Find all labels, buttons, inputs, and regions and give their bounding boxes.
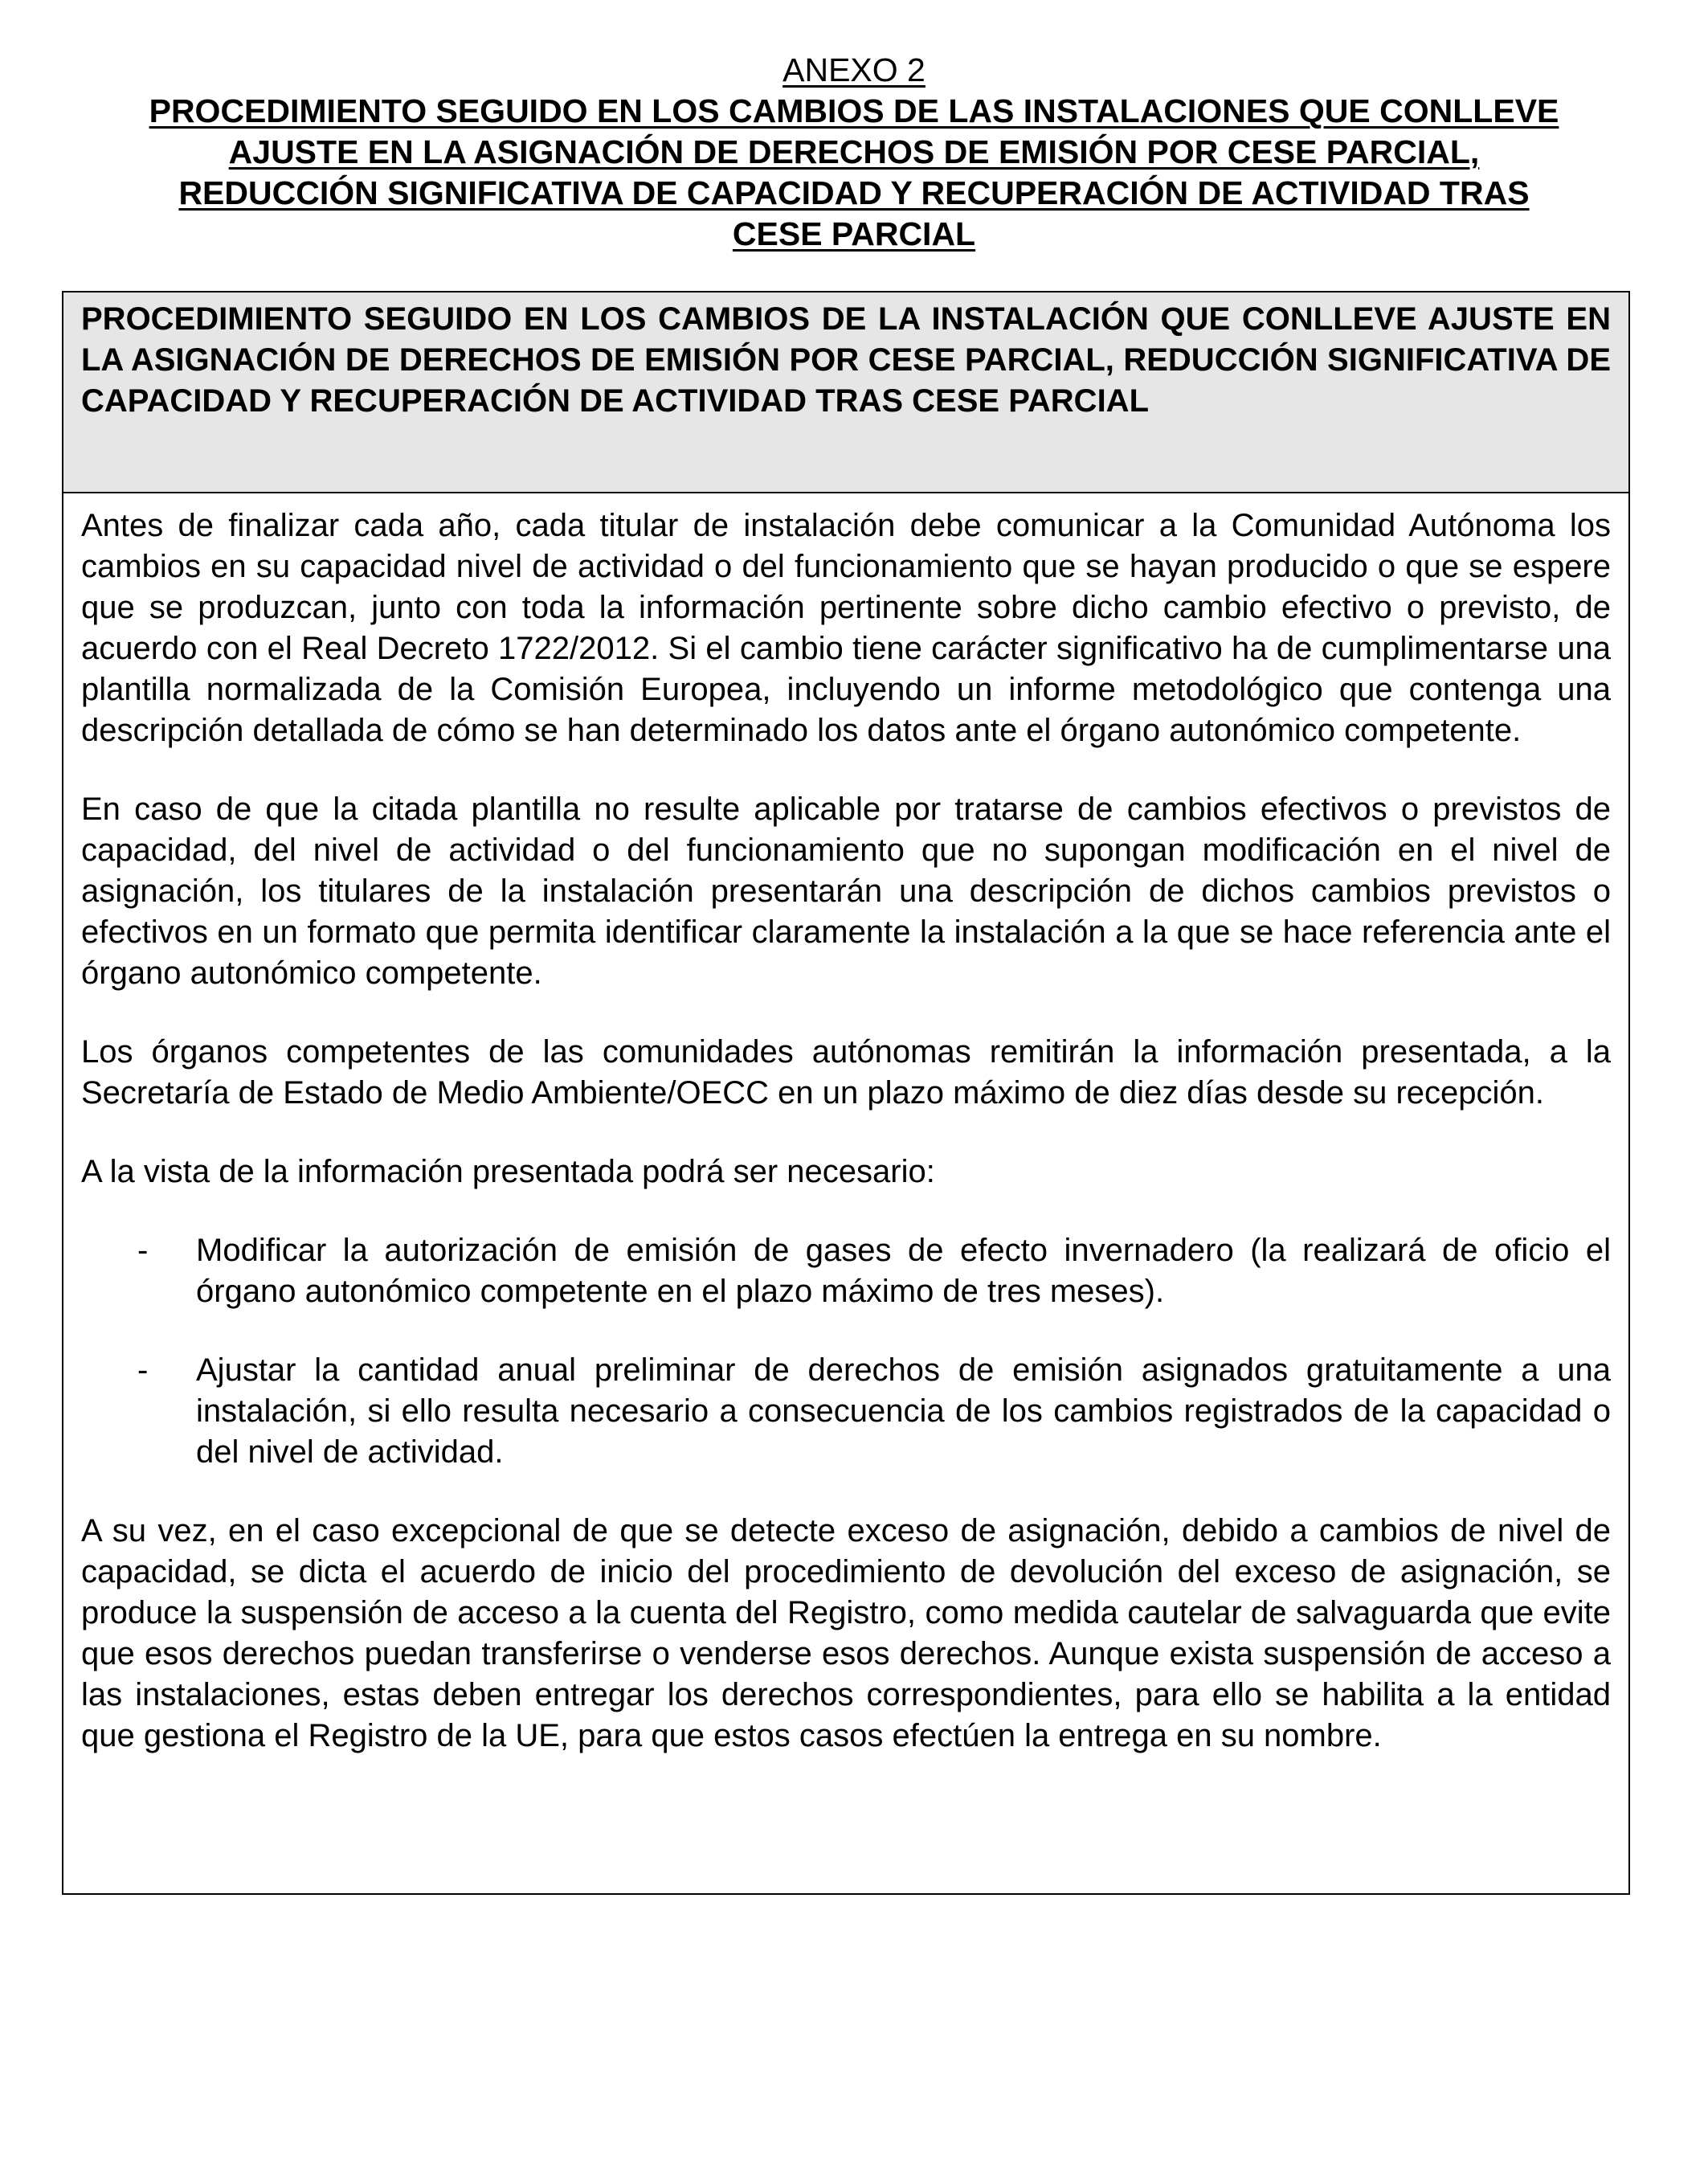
- measures-list: [81, 1230, 1611, 1473]
- procedure-box-body: [63, 493, 1628, 1757]
- annex-label: ANEXO 2: [782, 51, 926, 88]
- title-line: PROCEDIMIENTO SEGUIDO EN LOS CAMBIOS DE LAS INSTALACIONES QUE CONLLEVE: [149, 92, 1559, 129]
- title-line: AJUSTE EN LA ASIGNACIÓN DE DERECHOS DE EMISIÓN POR CESE PARCIAL,: [228, 133, 1480, 170]
- body-paragraph: A la vista de la información presentada podrá ser necesario:: [81, 1154, 935, 1189]
- procedure-box-header: PROCEDIMIENTO SEGUIDO EN LOS CAMBIOS DE LA INSTALACIÓN QUE CONLLEVE AJUSTE EN LA ASIGNACIÓN DE DERECHOS DE EMISIÓN POR CESE PARCIAL, REDUCCIÓN SIGNIFICATIVA DE CAPACIDAD Y RECUPERACIÓN DE ACTIVIDAD TRAS CESE PARCIAL: [63, 292, 1628, 493]
- document-title: [88, 50, 1620, 255]
- procedure-box: [62, 291, 1630, 1895]
- body-paragraph: Antes de finalizar cada año, cada titular de instalación debe comunicar a la Comunidad Autónoma los cambios en su capacidad nivel de actividad o del funcionamiento que se hayan producido o que se espere que se produzcan, junto con toda la información pertinente sobre dicho cambio efectivo o previsto, de acuerdo con el Real Decreto 1722/2012. Si el cambio tiene carácter significativo ha de cumplimentarse una plantilla normalizada de la Comisión Europea, incluyendo un informe metodológico que contenga una descripción detallada de cómo se han determinado los datos ante el órgano autonómico competente.: [81, 508, 1611, 748]
- title-line: CESE PARCIAL: [732, 215, 976, 252]
- list-item-text: Modificar la autorización de emisión de gases de efecto invernadero (la realizará de oficio el órgano autonómico competente en el plazo máximo de tres meses).: [196, 1233, 1611, 1309]
- list-bullet: -: [137, 1233, 149, 1268]
- list-item-text: Ajustar la cantidad anual preliminar de derechos de emisión asignados gratuitamente a una instalación, si ello resulta necesario a consecuencia de los cambios registrados de la capacidad o del nivel de actividad.: [196, 1352, 1611, 1470]
- list-item: [81, 1230, 1611, 1312]
- list-item: [81, 1350, 1611, 1473]
- title-line: REDUCCIÓN SIGNIFICATIVA DE CAPACIDAD Y RECUPERACIÓN DE ACTIVIDAD TRAS: [178, 174, 1530, 211]
- body-paragraph: En caso de que la citada plantilla no resulte aplicable por tratarse de cambios efectivos o previstos de capacidad, del nivel de actividad o del funcionamiento que no supongan modificación en el nivel de asignación, los titulares de la instalación presentarán una descripción de dichos cambios previstos o efectivos en un formato que permita identificar claramente la instalación a la que se hace referencia ante el órgano autonómico competente.: [81, 792, 1611, 991]
- body-paragraph: Los órganos competentes de las comunidades autónomas remitirán la información presentada, a la Secretaría de Estado de Medio Ambiente/OECC en un plazo máximo de diez días desde su recepción.: [81, 1034, 1611, 1111]
- closing-paragraph: A su vez, en el caso excepcional de que se detecte exceso de asignación, debido a cambios de nivel de capacidad, se dicta el acuerdo de inicio del procedimiento de devolución del exceso de asignación, se produce la suspensión de acceso a la cuenta del Registro, como medida cautelar de salvaguarda que evite que esos derechos puedan transferirse o venderse esos derechos. Aunque exista suspensión de acceso a las instalaciones, estas deben entregar los derechos correspondientes, para ello se habilita a la entidad que gestiona el Registro de la UE, para que estos casos efectúen la entrega en su nombre.: [81, 1513, 1611, 1753]
- list-bullet: -: [137, 1352, 149, 1388]
